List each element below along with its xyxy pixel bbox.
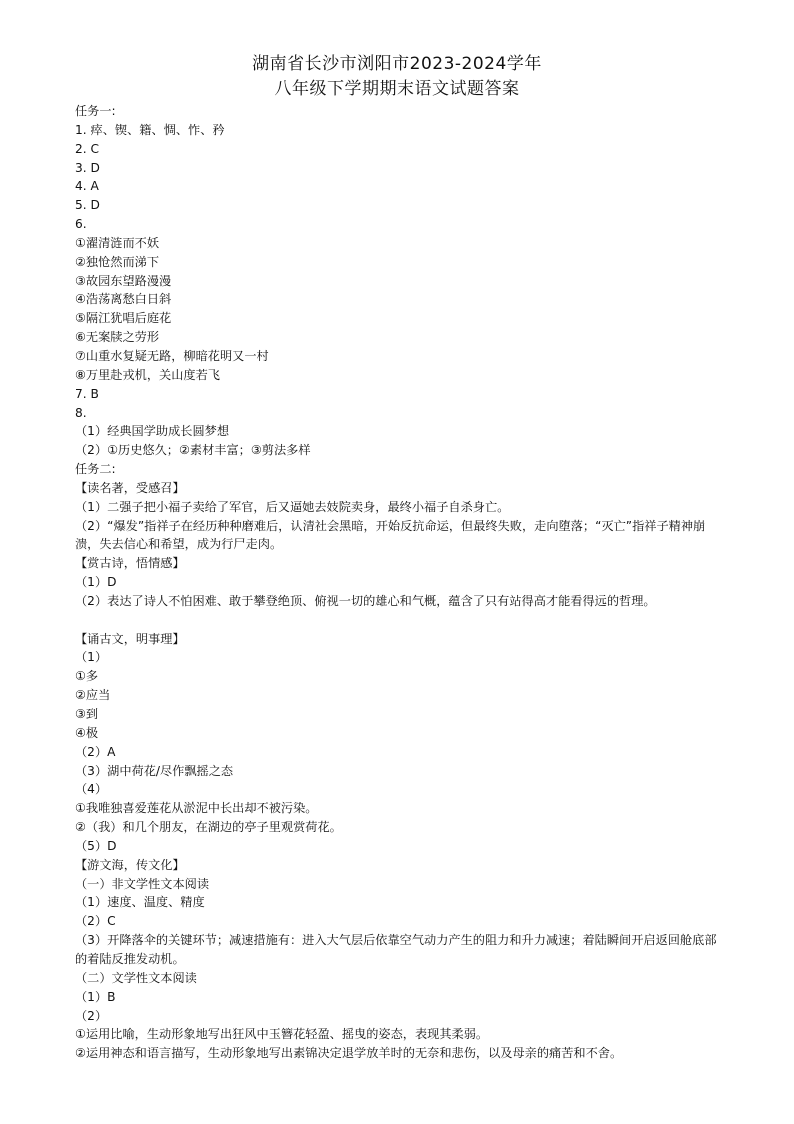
answer-line: 4. A — [75, 179, 99, 194]
answer-line: （5）D — [75, 838, 117, 853]
answer-line: ①运用比喻，生动形象地写出狂风中玉簪花轻盈、摇曳的姿态，表现其柔弱。 — [75, 1027, 489, 1042]
answer-line: （1）经典国学助成长圆梦想 — [75, 424, 230, 439]
answer-line: ①濯清涟而不妖 — [75, 235, 160, 250]
subsection-heading: 【读名著，受感召】 — [75, 480, 185, 495]
answer-line: （2）C — [75, 914, 116, 929]
answer-line: ②（我）和几个朋友，在湖边的亭子里观赏荷花。 — [75, 820, 342, 835]
document-title-line-1: 湖南省长沙市浏阳市2023-2024学年 — [252, 54, 542, 74]
answer-line: ④浩荡离愁白日斜 — [75, 292, 172, 307]
answer-content — [75, 102, 725, 1063]
answer-line: （1）二强子把小福子卖给了军官，后又逼她去妓院卖身，最终小福子自杀身亡。 — [75, 499, 510, 514]
answer-line: ⑥无案牍之劳形 — [75, 330, 160, 345]
answer-line: （1）速度、温度、精度 — [75, 895, 205, 910]
subsection-heading: 【赏古诗，悟情感】 — [75, 556, 185, 571]
answer-line: （3）湖中荷花/尽作飘摇之态 — [75, 763, 234, 778]
answer-line: （2） — [75, 1008, 108, 1023]
answer-line: （2）①历史悠久；②素材丰富；③剪法多样 — [75, 443, 311, 458]
answer-line: （1） — [75, 650, 108, 665]
answer-line: （1）B — [75, 989, 116, 1004]
answer-line: （一）非文学性文本阅读 — [75, 876, 210, 891]
answer-line: ③到 — [75, 707, 99, 721]
answer-paragraph: （2）表达了诗人不怕困难、敢于攀登绝顶、俯视一切的雄心和气概，蕴含了只有站得高才能看得远的哲理。 — [75, 593, 656, 608]
answer-line: （二）文学性文本阅读 — [75, 970, 197, 985]
section-heading-task-2: 任务二: — [75, 462, 116, 477]
answer-line: 7. B — [75, 386, 99, 401]
answer-paragraph: （3）开降落伞的关键环节；减速措施有：进入大气层后依靠空气动力产生的阻力和升力减速；着陆瞬间开启返回舱底部的着陆反推发动机。 — [75, 933, 717, 966]
answer-line: ②独怆然而涕下 — [75, 254, 160, 269]
section-heading-task-1: 任务一: — [75, 104, 116, 118]
subsection-heading: 【诵古文，明事理】 — [75, 631, 185, 646]
subsection-heading: 【游文海，传文化】 — [75, 857, 185, 872]
answer-line: 5. D — [75, 198, 100, 213]
answer-line: ⑧万里赴戎机，关山度若飞 — [75, 367, 220, 382]
document-title-line-2: 八年级下学期期末语文试题答案 — [274, 79, 520, 99]
answer-line: ⑦山重水复疑无路，柳暗花明又一村 — [75, 348, 269, 363]
answer-line: ④极 — [75, 725, 99, 740]
answer-paragraph: （2）“爆发”指祥子在经历种种磨难后，认清社会黑暗，开始反抗命运，但最终失败，走向堕落；“灭亡”指祥子精神崩溃，失去信心和希望，成为行尸走肉。 — [75, 518, 706, 552]
answer-line: （4） — [75, 782, 108, 797]
answer-line: 2. C — [75, 141, 100, 156]
answer-line: ①多 — [75, 669, 99, 684]
answer-line: ⑤隔江犹唱后庭花 — [75, 311, 172, 326]
answer-line: （1）D — [75, 575, 117, 590]
answer-line: （2）A — [75, 744, 116, 759]
answer-line: 1. 瘁、锲、籍、惆、怍、矜 — [75, 122, 225, 137]
answer-line: 8. — [75, 405, 87, 420]
answer-line: ①我唯独喜爱莲花从淤泥中长出却不被污染。 — [75, 801, 318, 816]
answer-line: 3. D — [75, 160, 100, 175]
answer-line: ③故园东望路漫漫 — [75, 273, 172, 288]
answer-line: ②运用神态和语言描写，生动形象地写出素锦决定退学放羊时的无奈和悲伤，以及母亲的痛苦和不舍。 — [75, 1046, 623, 1061]
answer-line: 6. — [75, 217, 87, 232]
answer-line: ②应当 — [75, 688, 111, 703]
